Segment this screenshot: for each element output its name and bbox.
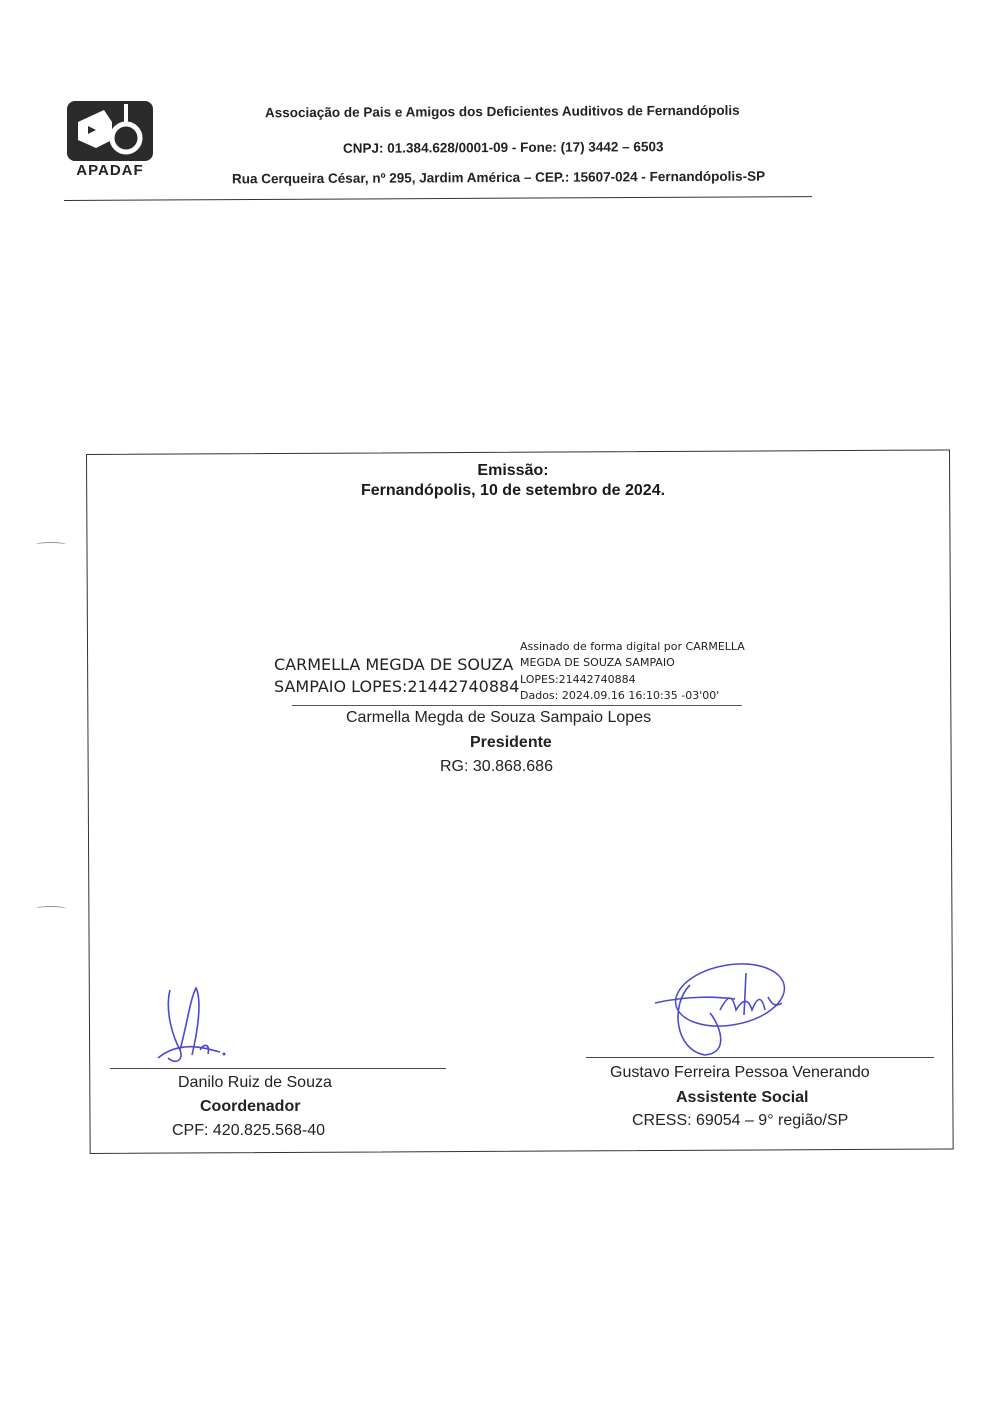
signature-line: [110, 1068, 446, 1069]
emission-place-date: Fernandópolis, 10 de setembro de 2024.: [360, 482, 666, 499]
president-title: Presidente: [470, 734, 552, 751]
social-worker-name: Gustavo Ferreira Pessoa Venerando: [610, 1064, 870, 1081]
digital-signer-name-line2: SAMPAIO LOPES:21442740884: [274, 677, 520, 696]
coordinator-name: Danilo Ruiz de Souza: [178, 1074, 332, 1091]
coordinator-cpf: CPF: 420.825.568-40: [172, 1122, 325, 1139]
social-worker-cress: CRESS: 69054 – 9° região/SP: [632, 1112, 849, 1129]
digital-signature-detail: Assinado de forma digital por CARMELLA: [520, 640, 745, 653]
cnpj-phone: CNPJ: 01.384.628/0001-09 - Fone: (17) 3442 – 6503: [342, 139, 664, 156]
digital-signature-date: Dados: 2024.09.16 16:10:35 -03'00': [520, 689, 720, 702]
coordinator-title: Coordenador: [200, 1098, 301, 1115]
handwritten-signature-social-worker: [650, 955, 790, 1070]
signature-line: [292, 705, 742, 706]
organization-name: Associação de Pais e Amigos dos Deficientes Auditivos de Fernandópolis: [264, 102, 740, 121]
logo-text: APADAF: [76, 162, 144, 179]
president-name: Carmella Megda de Souza Sampaio Lopes: [346, 709, 652, 726]
social-worker-title: Assistente Social: [676, 1089, 809, 1106]
emission-label: Emissão:: [477, 462, 549, 479]
signature-line: [586, 1057, 934, 1058]
digital-signature-detail: MEGDA DE SOUZA SAMPAIO: [520, 656, 675, 669]
digital-signer-name-line1: CARMELLA MEGDA DE SOUZA: [274, 655, 514, 674]
punch-mark: [36, 542, 66, 547]
digital-signature-detail: LOPES:21442740884: [520, 673, 636, 686]
punch-mark: [36, 906, 66, 911]
address: Rua Cerqueira César, nº 295, Jardim América – CEP.: 15607-024 - Fernandópolis-SP: [231, 168, 766, 187]
handwritten-signature-coordinator: [150, 980, 240, 1085]
header-divider: [64, 196, 812, 201]
president-rg: RG: 30.868.686: [440, 758, 553, 775]
